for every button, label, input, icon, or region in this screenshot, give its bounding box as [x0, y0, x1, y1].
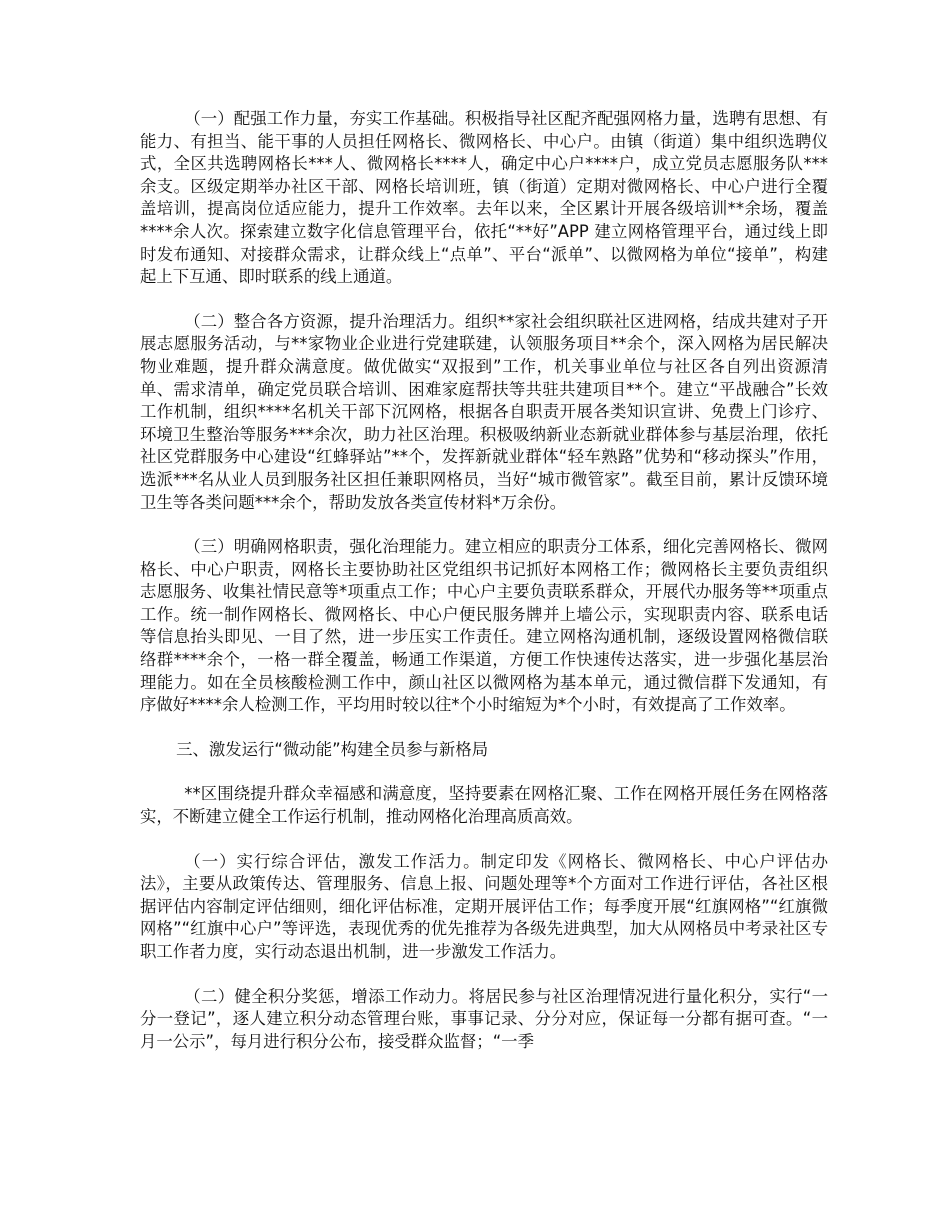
section-heading: 三、激发运行“微动能”构建全员参与新格局	[176, 739, 489, 759]
paragraph-resources: （二）整合各方资源，提升治理活力。组织**家社会组织联社区进网格，结成共建对子开展志愿服务活动，与**家物业企业进行党建联建，认领服务项目**余个，深入网格为居民解决物业难题，提升群众满意度。做优做实“双报到”工作，机关事业单位与社区各自列出资源清单、需求清单，确定党员联合培训、困难家庭帮扶等共驻共建项目**个。建立“平战融合”长效工作机制，组织****名机关干部下沉网格，根据各自职责开展各类知识宣讲、免费上门诊疗、环境卫生整治等服务***余次，助力社区治理。积极吸纳新业态新就业群体参与基层治理，依托社区党群服务中心建设“红蜂驿站”**个，发挥新就业群体“轻车熟路”优势和“移动探头”作用，选派***名从业人员到服务社区担任兼职网格员，当好“城市微管家”。截至目前，累计反馈环境卫生等各类问题***余个，帮助发放各类宣传材料*万余份。	[140, 311, 828, 512]
paragraph-evaluation: （一）实行综合评估，激发工作活力。制定印发《网格长、微网格长、中心户评估办法》，主要从政策传达、管理服务、信息上报、问题处理等*个方面对工作进行评估，各社区根据评估内容制定评估细则，细化评估标准，定期开展评估工作；每季度开展“红旗网格”“红旗微网格”“红旗中心户”等评选，表现优秀的优先推荐为各级先进典型，加大从网格员中考录社区专职工作者力度，实行动态退出机制，进一步激发工作活力。	[140, 851, 828, 961]
paragraph-responsibilities: （三）明确网格职责，强化治理能力。建立相应的职责分工体系，细化完善网格长、微网格长、中心户职责，网格长主要协助社区党组织书记抓好本网格工作；微网格长主要负责组织志愿服务、收集社情民意等*项重点工作；中心户主要负责联系群众，开展代办服务等**项重点工作。统一制作网格长、微网格长、中心户便民服务牌并上墙公示，实现职责内容、联系电话等信息抬头即见、一目了然，进一步压实工作责任。建立网格沟通机制，逐级设置网格微信联络群****余个，一格一群全覆盖，畅通工作渠道，方便工作快速传达落实，进一步强化基层治理能力。如在全员核酸检测工作中，颜山社区以微网格为基本单元，通过微信群下发通知，有序做好****余人检测工作，平均用时较以往*个小时缩短为*个小时，有效提高了工作效率。	[140, 537, 828, 715]
paragraph-intro: **区围绕提升群众幸福感和满意度，坚持要素在网格汇聚、工作在网格开展任务在网格落实，不断建立健全工作运行机制，推动网格化治理高质高效。	[140, 784, 828, 827]
document-page	[140, 108, 828, 1075]
paragraph-points: （二）健全积分奖惩，增添工作动力。将居民参与社区治理情况进行量化积分，实行“一分一登记”，逐人建立积分动态管理台账，事事记录、分分对应，保证每一分都有据可查。“一月一公示”，每月进行积分公布，接受群众监督；“一季	[140, 986, 828, 1051]
paragraph-staffing: （一）配强工作力量，夯实工作基础。积极指导社区配齐配强网格力量，选聘有思想、有能力、有担当、能干事的人员担任网格长、微网格长、中心户。由镇（街道）集中组织选聘仪式，全区共选聘网格长***人、微网格长****人，确定中心户****户，成立党员志愿服务队***余支。区级定期举办社区干部、网格长培训班，镇（街道）定期对微网格长、中心户进行全覆盖培训，提高岗位适应能力，提升工作效率。去年以来，全区累计开展各级培训**余场，覆盖****余人次。探索建立数字化信息管理平台，依托“**好”APP 建立网格管理平台，通过线上即时发布通知、对接群众需求，让群众线上“点单”、平台“派单”、以微网格为单位“接单”，构建起上下互通、即时联系的线上通道。	[140, 109, 828, 287]
